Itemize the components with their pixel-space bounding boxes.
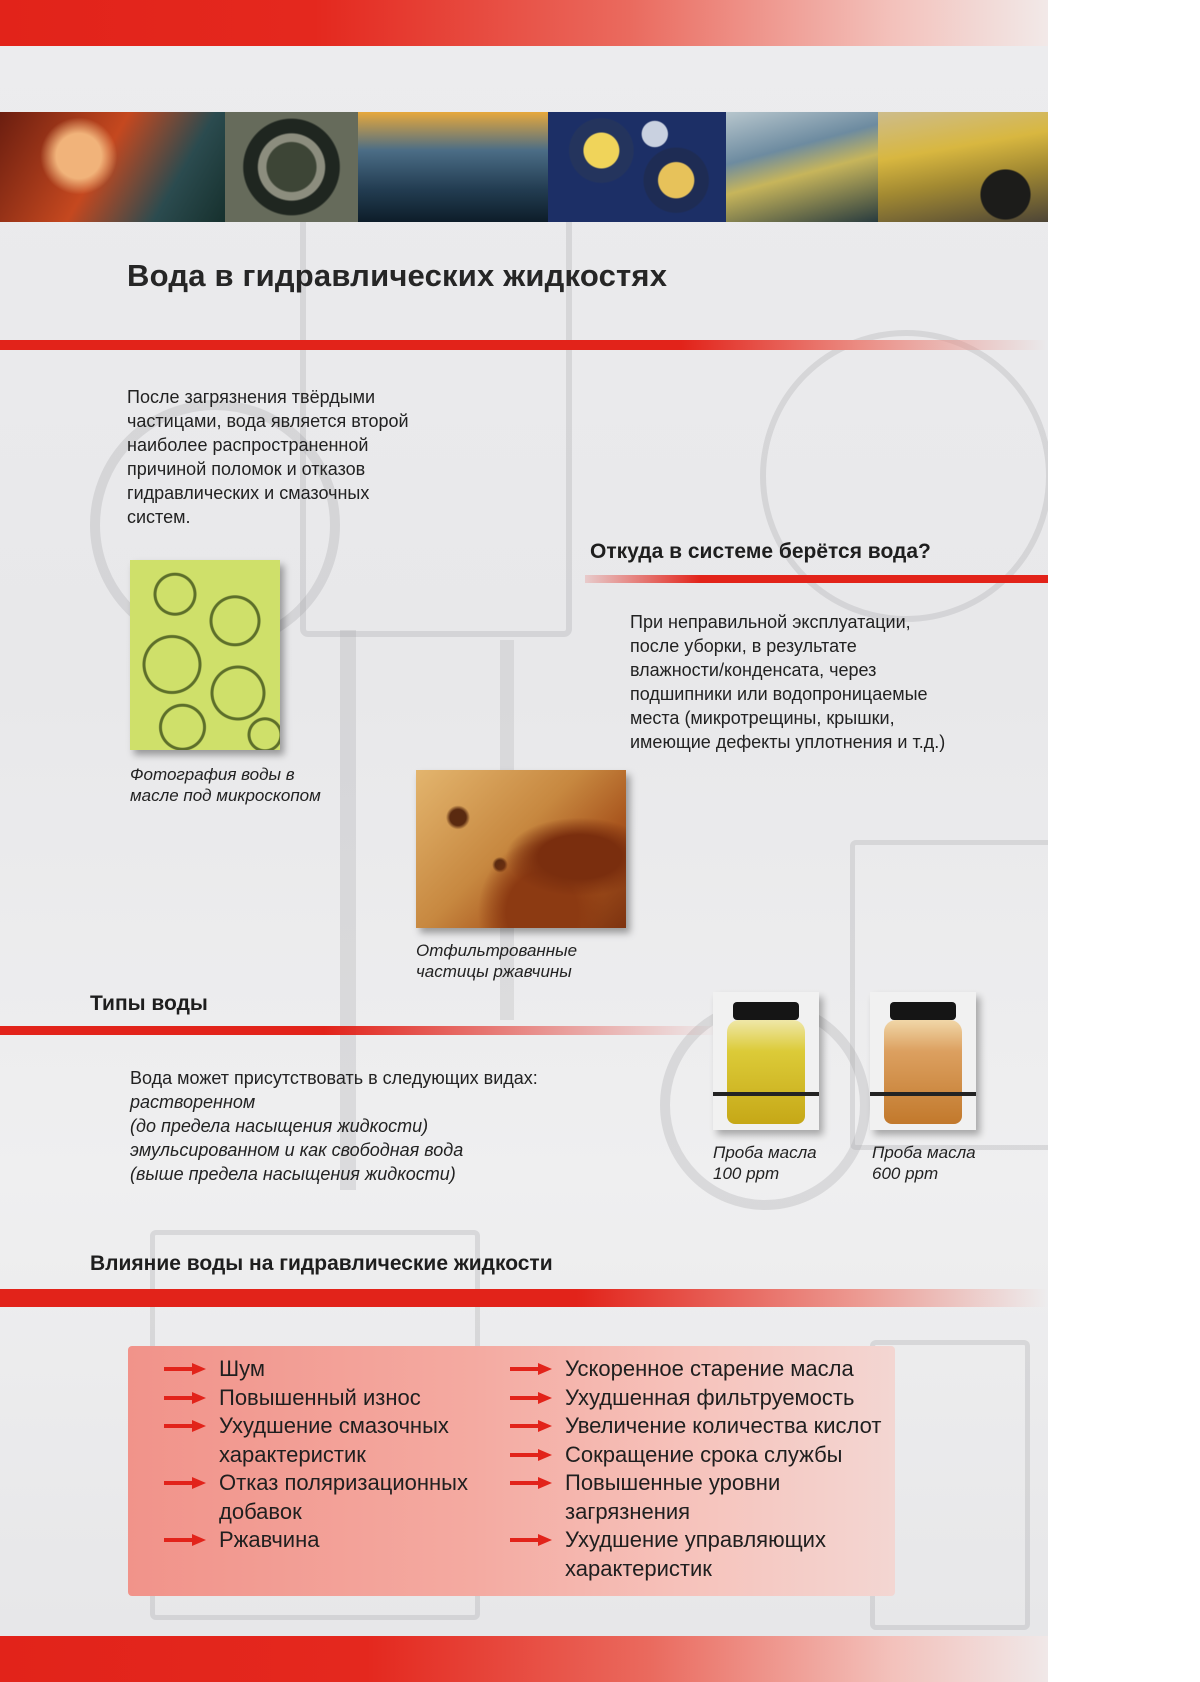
effect-item — [510, 1441, 910, 1470]
types-heading: Типы воды — [90, 992, 208, 1015]
jar-band — [713, 1092, 819, 1096]
effect-label: Отказ поляризационных добавок — [219, 1470, 468, 1524]
rust-particles-photo — [416, 770, 626, 928]
red-arrow-icon — [164, 1420, 206, 1432]
types-list-item: растворенном — [130, 1092, 256, 1112]
effect-label: Увеличение количества кислот — [565, 1413, 882, 1438]
jar-band — [870, 1092, 976, 1096]
oil-sample-100ppm-photo — [713, 992, 819, 1130]
where-divider — [585, 575, 1048, 583]
effect-item — [510, 1384, 910, 1413]
effect-label: Ржавчина — [219, 1527, 320, 1552]
red-arrow-icon — [510, 1477, 552, 1489]
influence-divider — [0, 1289, 1048, 1307]
effect-item — [510, 1355, 910, 1384]
photo-offshore-platform — [358, 112, 548, 222]
influence-heading: Влияние воды на гидравлические жидкости — [90, 1252, 553, 1275]
effect-label: Ускоренное старение масла — [565, 1356, 854, 1381]
effect-label: Повышенный износ — [219, 1384, 421, 1410]
types-list-item: эмульсированном и как свободная вода — [130, 1140, 464, 1160]
oil-sample-600ppm-photo — [870, 992, 976, 1130]
sample-600-caption: Проба масла 600 ppm — [872, 1143, 976, 1183]
red-arrow-icon — [164, 1363, 206, 1375]
bottom-red-bar — [0, 1636, 1048, 1682]
rust-caption: Отфильтрованные частицы ржавчины — [416, 941, 578, 981]
top-red-bar — [0, 0, 1048, 46]
effect-label: Ухудшение управляющих характеристик — [565, 1527, 826, 1581]
photo-lab-technician — [0, 112, 225, 222]
effect-item — [510, 1412, 910, 1441]
effect-label: Ухудшение смазочных характеристик — [219, 1413, 449, 1467]
red-arrow-icon — [510, 1420, 552, 1432]
effect-label: Повышенные уровни загрязнения — [565, 1470, 781, 1524]
red-arrow-icon — [510, 1392, 552, 1404]
effects-list-left — [164, 1355, 494, 1555]
intro-paragraph: После загрязнения твёрдыми частицами, вода является второй наиболее распространенной причиной поломок и отказов гидравлических и смазочных систем. — [127, 387, 409, 527]
jar-lid — [890, 1002, 956, 1020]
red-arrow-icon — [164, 1534, 206, 1546]
sample-100-caption: Проба масла 100 ppm — [713, 1143, 817, 1183]
photo-mining-truck — [878, 112, 1048, 222]
effect-item — [510, 1469, 910, 1526]
microscope-caption: Фотография воды в масле под микроскопом — [130, 765, 321, 805]
types-list-item: (выше предела насыщения жидкости) — [130, 1164, 456, 1184]
title-divider — [0, 340, 1048, 350]
photo-ship-crane — [726, 112, 878, 222]
photo-turbine-workers — [225, 112, 358, 222]
red-arrow-icon — [510, 1449, 552, 1461]
red-arrow-icon — [510, 1534, 552, 1546]
jar-body — [884, 1020, 962, 1124]
effect-item — [164, 1469, 494, 1526]
types-list-item: (до предела насыщения жидкости) — [130, 1116, 429, 1136]
effect-item — [164, 1355, 494, 1384]
effect-item — [164, 1526, 494, 1555]
types-lead: Вода может присутствовать в следующих видах: — [130, 1068, 538, 1088]
jar-lid — [733, 1002, 799, 1020]
effect-item — [164, 1384, 494, 1413]
effect-item — [164, 1412, 494, 1469]
red-arrow-icon — [164, 1392, 206, 1404]
effect-label: Сокращение срока службы — [565, 1441, 843, 1467]
effect-label: Шум — [219, 1356, 266, 1381]
types-list — [130, 1090, 463, 1186]
effects-list-right — [510, 1355, 910, 1583]
effect-item — [510, 1526, 910, 1583]
where-paragraph: При неправильной эксплуатации, после уборки, в результате влажности/конденсата, через подшипники или водопроницаемые места (микротрещины, крышки, имеющие дефекты уплотнения и т.д.) — [630, 612, 946, 752]
red-arrow-icon — [164, 1477, 206, 1489]
where-heading: Откуда в системе берётся вода? — [590, 540, 931, 563]
red-arrow-icon — [510, 1363, 552, 1375]
header-photo-strip — [0, 112, 1048, 222]
jar-body — [727, 1020, 805, 1124]
effect-label: Ухудшенная фильтруемость — [565, 1384, 855, 1410]
page-title: Вода в гидравлических жидкостях — [127, 258, 668, 293]
microscope-water-photo — [130, 560, 280, 750]
photo-gears — [548, 112, 726, 222]
types-divider — [0, 1026, 720, 1035]
